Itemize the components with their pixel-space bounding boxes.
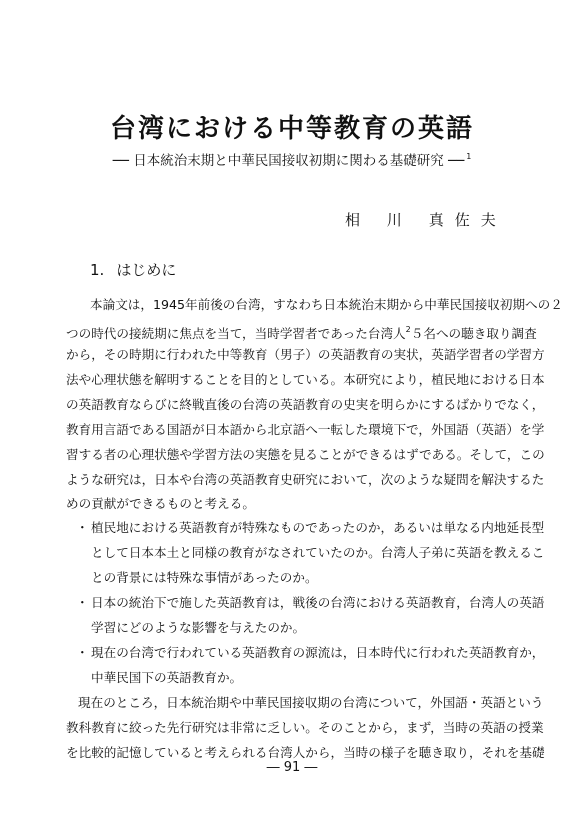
superscript-2: 2 [405, 325, 411, 334]
body-line: 教科教育に絞った先行研究は非常に乏しい。そのことから，まず，当時の英語の授業 [66, 720, 544, 735]
bullet-line: 中華民国下の英語教育か。 [91, 670, 243, 685]
bullet-marker: ・ [76, 595, 89, 610]
body-line: を比較的記憶していると考えられる台湾人から，当時の様子を聴き取り，それを基礎 [66, 745, 545, 760]
body-line: 本論文は，1945年前後の台湾，すなわち日本統治末期から中華民国接収初期への２ [90, 297, 563, 312]
bullet-line: 植民地における英語教育が特殊なものであったのか，あるいは単なる内地延長型 [91, 520, 545, 535]
body-line: ような研究は，日本や台湾の英語教育史研究において，次のような疑問を解決するた [66, 472, 545, 487]
paper-subtitle [0, 149, 584, 169]
bullet-marker: ・ [76, 520, 89, 535]
body-line [66, 322, 537, 342]
body-line-text: つの時代の接続期に焦点を当て，当時学習者であった台湾人 [66, 326, 406, 341]
author-given-name: 真佐夫 [428, 211, 507, 229]
author-name [345, 209, 507, 230]
author-surname: 相 川 [345, 211, 413, 229]
bullet-line: 学習にどのような影響を与えたのか。 [91, 620, 306, 635]
body-line: 教育用言語である国語が日本語から北京語へ一転した環境下で，外国語（英語）を学 [66, 422, 545, 437]
section-heading [90, 259, 176, 280]
section-number: 1. [90, 261, 105, 279]
subtitle-text: ── 日本統治末期と中華民国接収初期に関わる基礎研究 ── [112, 153, 465, 169]
footnote-marker: 1 [466, 152, 472, 161]
bullet-line: との背景には特殊な事情があったのか。 [91, 570, 318, 585]
page-number: ― 91 ― [266, 760, 318, 775]
bullet-line: として日本本土と同様の教育がなされていたのか。台湾人子弟に英語を教えるこ [91, 545, 545, 560]
bullet-line: 日本の統治下で施した英語教育は，戦後の台湾における英語教育，台湾人の英語 [91, 595, 545, 610]
body-line: めの貢献ができるものと考える。 [66, 496, 255, 511]
body-line: の英語教育ならびに終戦直後の台湾の英語教育の史実を明らかにするばかりでなく， [66, 397, 545, 412]
section-title: はじめに [116, 261, 177, 279]
bullet-marker: ・ [76, 645, 89, 660]
body-line: 法や心理状態を解明することを目的としている。本研究により，植民地における日本 [66, 372, 545, 387]
bullet-line: 現在の台湾で行われている英語教育の源流は，日本時代に行われた英語教育か， [91, 645, 545, 660]
body-line: 習する者の心理状態や学習方法の実態を見ることができるはずである。そして，この [66, 447, 545, 462]
paper-title: 台湾における中等教育の英語 [109, 114, 474, 144]
body-line: 現在のところ，日本統治期や中華民国接収期の台湾について，外国語・英語という [78, 695, 544, 710]
body-line: から，その時期に行われた中等教育（男子）の英語教育の実状，英語学習者の学習方 [66, 347, 545, 362]
body-line-text: ５名への聴き取り調査 [410, 326, 537, 341]
